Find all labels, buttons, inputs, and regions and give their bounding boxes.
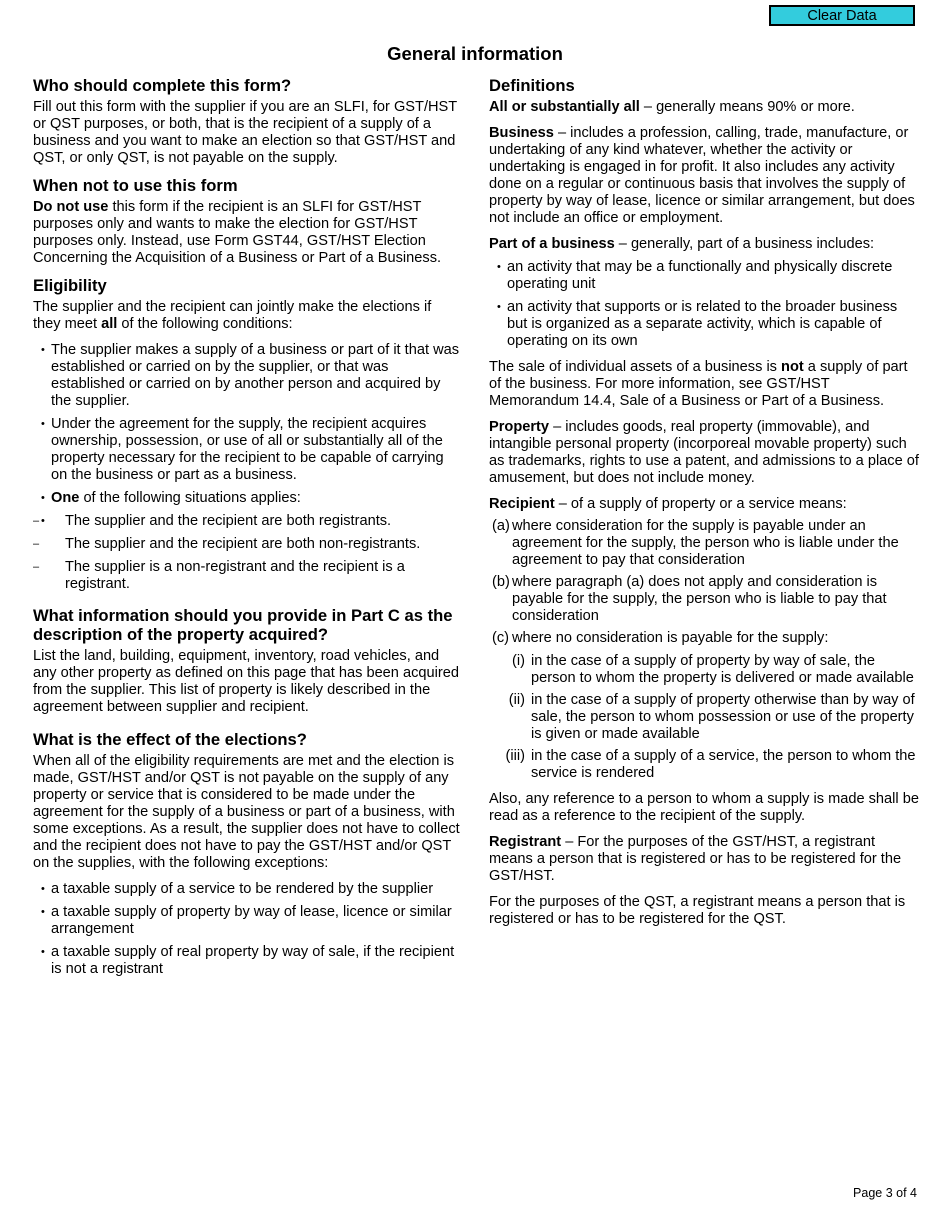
term: Business xyxy=(489,125,554,141)
who-text: Fill out this form with the supplier if you are an SLFI, for GST/HST or QST purposes, or both, that is the recipient of a supply of a business and you want to make an election so that GST/HST and QST, or only QST, is not payable on the supply. xyxy=(33,99,457,166)
also-text: Also, any reference to a person to whom a supply is made shall be read as a reference to the recipient of the supply. xyxy=(489,791,919,824)
effect-text: When all of the eligibility requirements are met and the election is made, GST/HST and/or QST is not payable on the supply of any property or service that is considered to be made under the agreement for the supply of a business or part of a business, with some exceptions. As a result, the supplier does not have to collect and the recipient does not have to pay the GST/HST and/or QST on the supplies, with the following exceptions: xyxy=(33,753,460,871)
right-column xyxy=(489,76,921,937)
list-item xyxy=(489,574,921,625)
list-item xyxy=(489,518,921,569)
situation-item: – The supplier is a non-registrant and the recipient is a registrant. xyxy=(33,559,461,593)
clear-data-button[interactable]: Clear Data xyxy=(769,5,915,26)
who-heading: Who should complete this form? xyxy=(33,76,292,95)
list-item: • an activity that may be a functionally and physically discrete operating unit xyxy=(489,259,921,293)
condition-item: • The supplier makes a supply of a business or part of it that was established or carried on by the supplier, or that was established or carried on by another person and acquired by the supplier. xyxy=(33,342,461,410)
left-column xyxy=(33,76,461,987)
situation-item: – • The supplier and the recipient are both registrants. xyxy=(33,513,461,530)
item-text: where paragraph (a) does not apply and consideration is payable for the supply, the person who is liable to pay that consideration xyxy=(512,574,887,624)
part-c-heading: What information should you provide in Part C as the description of the property acquired? xyxy=(33,606,453,644)
eligibility-conditions xyxy=(33,342,461,593)
qst-text: For the purposes of the QST, a registrant means a person that is registered or has to be registered for the QST. xyxy=(489,894,906,927)
definitions-heading: Definitions xyxy=(489,76,575,95)
sale-note xyxy=(489,359,921,410)
do-not-use-bold: Do not use xyxy=(33,199,109,215)
item-label: (i) xyxy=(512,653,525,669)
roman-list xyxy=(489,653,921,782)
term: Registrant xyxy=(489,834,562,850)
def-business xyxy=(489,125,921,227)
def-recipient xyxy=(489,496,921,513)
sale-note-pre: The sale of individual assets of a business is xyxy=(489,359,782,375)
term: Part of a business xyxy=(489,236,615,252)
def-registrant xyxy=(489,834,921,885)
def-property xyxy=(489,419,921,487)
situations-list xyxy=(33,513,461,593)
part-c-text: List the land, building, equipment, inventory, road vehicles, and any other property as defined on this page that has been acquired from the supplier. This list of property is likely described in the agreement between supplier and recipient. xyxy=(33,648,459,715)
list-item xyxy=(489,630,921,782)
list-item xyxy=(489,653,921,687)
eligibility-intro-post: of the following conditions: xyxy=(117,316,293,332)
item-label: (ii) xyxy=(508,692,525,708)
exception-item: • a taxable supply of property by way of lease, licence or similar arrangement xyxy=(33,904,461,938)
definition: – generally, part of a business includes: xyxy=(614,236,875,252)
eligibility-intro-bold: all xyxy=(101,316,118,332)
term: Property xyxy=(489,419,550,435)
effect-heading: What is the effect of the elections? xyxy=(33,730,307,749)
list-item: • an activity that supports or is related to the broader business but is organized as a separate activity, which is capable of operating on its own xyxy=(489,299,921,350)
condition-item xyxy=(33,490,461,507)
term: All or substantially all xyxy=(489,99,640,115)
term: Recipient xyxy=(489,496,555,512)
eligibility-intro xyxy=(33,299,461,333)
when-not-text xyxy=(33,199,461,267)
condition-item: • Under the agreement for the supply, the recipient acquires ownership, possession, or use of all or substantially all of the property necessary for the recipient to be capable of carrying on the business or part as a business. xyxy=(33,416,461,484)
exception-item: • a taxable supply of a service to be rendered by the supplier xyxy=(33,881,461,898)
sale-note-bold: not xyxy=(781,359,804,375)
one-bold: One xyxy=(51,490,80,506)
definition: – generally means 90% or more. xyxy=(639,99,855,115)
sale-note-post: a supply of part of the business. For more information, see GST/HST Memorandum 14.4, Sale of a Business or Part of a Business. xyxy=(489,359,908,409)
situations-container xyxy=(33,513,461,593)
item-text: in the case of a supply of property otherwise than by way of sale, the person to whom possession or use of the property is given or made available xyxy=(531,692,915,742)
item-label: (iii) xyxy=(505,748,525,764)
situations-text: of the following situations applies: xyxy=(79,490,301,506)
def-part-business xyxy=(489,236,921,253)
item-text: in the case of a supply of a service, the person to whom the service is rendered xyxy=(531,748,916,781)
definition: – For the purposes of the GST/HST, a registrant means a person that is registered or has to be registered for the GST/HST. xyxy=(489,834,902,884)
definition: – includes goods, real property (immovable), and intangible personal property (incorporeal movable property) such as trademarks, rights to use a patent, and admissions to a place of amusement, but does not include money. xyxy=(489,419,919,486)
situation-item: – The supplier and the recipient are both non-registrants. xyxy=(33,536,461,553)
item-text: in the case of a supply of property by way of sale, the person to whom the property is delivered or made available xyxy=(531,653,914,686)
item-text: where consideration for the supply is payable under an agreement for the supply, the person who is liable under the agreement to pay that consideration xyxy=(512,518,899,568)
exceptions-list xyxy=(33,881,461,978)
eligibility-intro-pre: The supplier and the recipient can jointly make the elections if they meet xyxy=(33,299,432,332)
item-label: (a) xyxy=(492,518,510,534)
definition: – of a supply of property or a service means: xyxy=(554,496,847,512)
definition: – includes a profession, calling, trade, manufacture, or undertaking of any kind whatever, whether the activity or undertaking is engaged in for profit. It also includes any activity done on a regular or continuous basis that involves the supply of property by way of lease, licence or similar arrangement, but does not include an office or employment. xyxy=(489,125,915,226)
exception-item: • a taxable supply of real property by way of sale, if the recipient is not a registrant xyxy=(33,944,461,978)
part-business-list xyxy=(489,259,921,350)
item-text: where no consideration is payable for the supply: xyxy=(512,630,829,646)
item-label: (b) xyxy=(492,574,510,590)
when-not-body: this form if the recipient is an SLFI for GST/HST purposes only and wants to make the election for GST/HST purposes only. Instead, use Form GST44, GST/HST Election Concerning the Acquisition of a Business or Part of a Business. xyxy=(33,199,442,266)
recipient-list xyxy=(489,518,921,782)
when-not-heading: When not to use this form xyxy=(33,176,238,195)
page-title: General information xyxy=(387,43,563,64)
list-item xyxy=(489,748,921,782)
list-item xyxy=(489,692,921,743)
item-label: (c) xyxy=(492,630,510,646)
eligibility-heading: Eligibility xyxy=(33,276,107,295)
def-all-substantially xyxy=(489,99,921,116)
page-number: Page 3 of 4 xyxy=(853,1186,917,1200)
